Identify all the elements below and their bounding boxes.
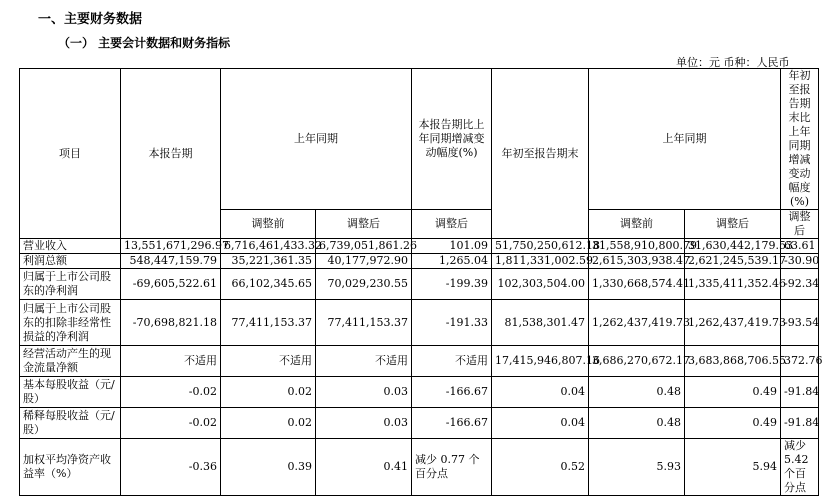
row-label: 经营活动产生的现金流量净额: [20, 346, 121, 377]
cell-ytd-change: 减少 5.42个百分点: [781, 439, 819, 496]
cell-ytd-prior-before: 31,558,910,800.79: [589, 239, 685, 254]
cell-change: 不适用: [412, 346, 492, 377]
cell-ytd-change: -30.90: [781, 254, 819, 269]
row-label: 基本每股收益（元/股）: [20, 377, 121, 408]
header-before-adjustment: 调整前: [221, 210, 316, 239]
header-prior-year-period: 上年同期: [221, 69, 412, 210]
cell-prior-after: 不适用: [316, 346, 412, 377]
cell-prior-before: 35,221,361.35: [221, 254, 316, 269]
cell-ytd: 1,811,331,002.59: [492, 254, 589, 269]
cell-current: -0.02: [121, 377, 221, 408]
cell-change: 减少 0.77 个百分点: [412, 439, 492, 496]
table-row: [20, 269, 819, 300]
financial-data-table: [19, 68, 823, 496]
cell-ytd-prior-after: 0.49: [685, 408, 781, 439]
cell-ytd: 81,538,301.47: [492, 300, 589, 346]
cell-prior-before: 77,411,153.37: [221, 300, 316, 346]
table-row: [20, 254, 819, 269]
cell-ytd-prior-before: 5.93: [589, 439, 685, 496]
cell-ytd-prior-after: 31,630,442,179.53: [685, 239, 781, 254]
cell-ytd-prior-before: 3,686,270,672.17: [589, 346, 685, 377]
cell-prior-after: 0.03: [316, 408, 412, 439]
section-title: 一、主要财务数据: [38, 12, 143, 27]
header-prior-year-ytd: 上年同期: [589, 69, 781, 210]
cell-ytd: 102,303,504.00: [492, 269, 589, 300]
row-label: 加权平均净资产收益率（%）: [20, 439, 121, 496]
cell-ytd: 0.04: [492, 377, 589, 408]
table-row: [20, 439, 819, 496]
cell-prior-after: 77,411,153.37: [316, 300, 412, 346]
cell-current: -69,605,522.61: [121, 269, 221, 300]
cell-ytd-change: -91.84: [781, 408, 819, 439]
cell-prior-after: 0.41: [316, 439, 412, 496]
cell-change: -191.33: [412, 300, 492, 346]
header-item: 项目: [20, 69, 121, 239]
cell-ytd-prior-after: 3,683,868,706.55: [685, 346, 781, 377]
header-change-pct: 本报告期比上年同期增减变动幅度(%): [412, 69, 492, 210]
row-label: 利润总额: [20, 254, 121, 269]
header-ytd-before-adjustment: 调整前: [589, 210, 685, 239]
cell-prior-after: 40,177,972.90: [316, 254, 412, 269]
row-label: 归属于上市公司股东的扣除非经常性损益的净利润: [20, 300, 121, 346]
cell-ytd-prior-after: 1,262,437,419.73: [685, 300, 781, 346]
cell-prior-before: 0.02: [221, 377, 316, 408]
cell-prior-after: 6,739,051,861.26: [316, 239, 412, 254]
cell-change: -166.67: [412, 408, 492, 439]
cell-prior-before: 0.39: [221, 439, 316, 496]
cell-ytd-change: -91.84: [781, 377, 819, 408]
cell-ytd-change: -92.34: [781, 269, 819, 300]
cell-ytd-prior-after: 5.94: [685, 439, 781, 496]
header-ytd: 年初至报告期末: [492, 69, 589, 239]
cell-ytd-prior-before: 2,615,303,938.47: [589, 254, 685, 269]
cell-current: 不适用: [121, 346, 221, 377]
table-row: [20, 408, 819, 439]
cell-prior-after: 70,029,230.55: [316, 269, 412, 300]
row-label: 归属于上市公司股东的净利润: [20, 269, 121, 300]
cell-change: -199.39: [412, 269, 492, 300]
table-row: [20, 377, 819, 408]
table-row: [20, 239, 819, 254]
cell-ytd-prior-after: 1,335,411,352.46: [685, 269, 781, 300]
cell-ytd-prior-before: 0.48: [589, 377, 685, 408]
table-row: [20, 346, 819, 377]
cell-prior-before: 0.02: [221, 408, 316, 439]
cell-ytd-change: 372.76: [781, 346, 819, 377]
header-change-after-adjustment: 调整后: [412, 210, 492, 239]
cell-ytd-prior-after: 2,621,245,539.17: [685, 254, 781, 269]
subsection-title: （一） 主要会计数据和财务指标: [58, 36, 231, 50]
cell-ytd-change: 63.61: [781, 239, 819, 254]
cell-change: -166.67: [412, 377, 492, 408]
header-after-adjustment: 调整后: [316, 210, 412, 239]
cell-current: 548,447,159.79: [121, 254, 221, 269]
header-ytd-change-after-adjustment: 调整后: [781, 210, 819, 239]
cell-ytd-prior-before: 0.48: [589, 408, 685, 439]
cell-ytd: 51,750,250,612.18: [492, 239, 589, 254]
cell-current: -70,698,821.18: [121, 300, 221, 346]
cell-prior-after: 0.03: [316, 377, 412, 408]
header-current-period: 本报告期: [121, 69, 221, 239]
cell-ytd: 0.52: [492, 439, 589, 496]
cell-change: 101.09: [412, 239, 492, 254]
cell-prior-before: 不适用: [221, 346, 316, 377]
cell-ytd-change: -93.54: [781, 300, 819, 346]
cell-current: -0.02: [121, 408, 221, 439]
cell-ytd: 17,415,946,807.16: [492, 346, 589, 377]
header-ytd-after-adjustment: 调整后: [685, 210, 781, 239]
table-row: [20, 300, 819, 346]
unit-currency-note: 单位：元 币种：人民币: [676, 56, 790, 69]
cell-current: -0.36: [121, 439, 221, 496]
cell-change: 1,265.04: [412, 254, 492, 269]
cell-ytd-prior-after: 0.49: [685, 377, 781, 408]
cell-ytd: 0.04: [492, 408, 589, 439]
cell-prior-before: 66,102,345.65: [221, 269, 316, 300]
row-label: 营业收入: [20, 239, 121, 254]
cell-ytd-prior-before: 1,330,668,574.41: [589, 269, 685, 300]
cell-current: 13,551,671,296.97: [121, 239, 221, 254]
row-label: 稀释每股收益（元/股）: [20, 408, 121, 439]
cell-ytd-prior-before: 1,262,437,419.73: [589, 300, 685, 346]
header-ytd-change-pct: 年初至报告期末比上年同期增减变动幅度(%): [781, 69, 819, 210]
cell-prior-before: 6,716,461,433.32: [221, 239, 316, 254]
